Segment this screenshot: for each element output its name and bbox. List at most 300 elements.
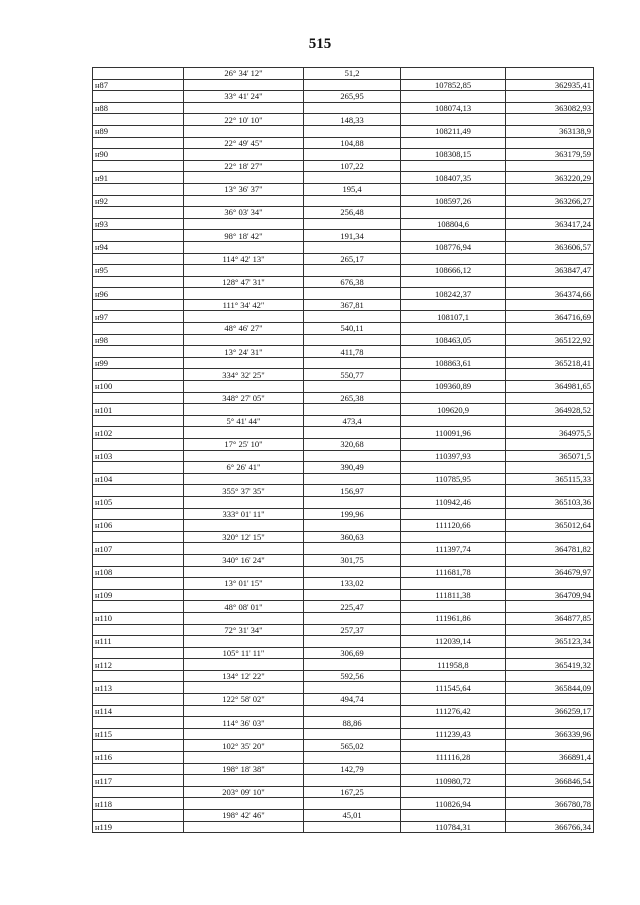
x-coordinate-cell: 108597,26	[401, 195, 506, 207]
distance-cell	[304, 149, 401, 161]
direction-angle-cell: 334° 32' 25"	[184, 369, 304, 381]
direction-angle-cell	[184, 288, 304, 300]
distance-cell: 301,75	[304, 554, 401, 566]
x-coordinate-cell	[401, 578, 506, 590]
x-coordinate-cell	[401, 740, 506, 752]
distance-cell	[304, 241, 401, 253]
x-coordinate-cell: 111545,64	[401, 682, 506, 694]
point-name-cell	[93, 670, 184, 682]
distance-cell	[304, 543, 401, 555]
x-coordinate-cell: 110091,96	[401, 427, 506, 439]
direction-angle-cell: 22° 10' 10"	[184, 114, 304, 126]
x-coordinate-cell: 108242,37	[401, 288, 506, 300]
point-name-cell: н104	[93, 473, 184, 485]
point-row	[93, 705, 594, 717]
direction-angle-cell: 105° 11' 11"	[184, 647, 304, 659]
direction-angle-cell: 114° 36' 03"	[184, 717, 304, 729]
direction-angle-cell	[184, 265, 304, 277]
x-coordinate-cell: 108804,6	[401, 218, 506, 230]
x-coordinate-cell	[401, 462, 506, 474]
segment-row	[93, 740, 594, 752]
distance-cell	[304, 288, 401, 300]
direction-angle-cell: 128° 47' 31"	[184, 276, 304, 288]
point-name-cell: н112	[93, 659, 184, 671]
point-name-cell	[93, 253, 184, 265]
x-coordinate-cell	[401, 508, 506, 520]
point-name-cell	[93, 230, 184, 242]
direction-angle-cell: 122° 58' 02"	[184, 694, 304, 706]
y-coordinate-cell: 365122,92	[506, 334, 594, 346]
segment-row	[93, 183, 594, 195]
direction-angle-cell: 98° 18' 42"	[184, 230, 304, 242]
point-name-cell: н113	[93, 682, 184, 694]
x-coordinate-cell	[401, 369, 506, 381]
direction-angle-cell: 33° 41' 24"	[184, 91, 304, 103]
x-coordinate-cell: 110826,94	[401, 798, 506, 810]
y-coordinate-cell: 366766,34	[506, 821, 594, 833]
point-row	[93, 288, 594, 300]
point-row	[93, 752, 594, 764]
direction-angle-cell	[184, 612, 304, 624]
distance-cell	[304, 473, 401, 485]
distance-cell: 195,4	[304, 183, 401, 195]
segment-row	[93, 670, 594, 682]
distance-cell: 592,56	[304, 670, 401, 682]
coordinates-table	[92, 67, 594, 833]
direction-angle-cell: 198° 18' 38"	[184, 763, 304, 775]
distance-cell: 156,97	[304, 485, 401, 497]
direction-angle-cell	[184, 381, 304, 393]
point-row	[93, 636, 594, 648]
x-coordinate-cell: 110397,93	[401, 450, 506, 462]
point-row	[93, 775, 594, 787]
y-coordinate-cell	[506, 299, 594, 311]
distance-cell: 265,38	[304, 392, 401, 404]
point-row	[93, 195, 594, 207]
point-name-cell: н103	[93, 450, 184, 462]
point-name-cell	[93, 114, 184, 126]
distance-cell: 107,22	[304, 160, 401, 172]
distance-cell	[304, 79, 401, 91]
segment-row	[93, 299, 594, 311]
y-coordinate-cell: 364709,94	[506, 589, 594, 601]
point-name-cell	[93, 299, 184, 311]
point-name-cell	[93, 763, 184, 775]
segment-row	[93, 160, 594, 172]
y-coordinate-cell: 366846,54	[506, 775, 594, 787]
y-coordinate-cell: 365012,64	[506, 520, 594, 532]
direction-angle-cell: 355° 37' 35"	[184, 485, 304, 497]
direction-angle-cell: 102° 35' 20"	[184, 740, 304, 752]
y-coordinate-cell	[506, 462, 594, 474]
y-coordinate-cell	[506, 670, 594, 682]
point-name-cell	[93, 578, 184, 590]
point-row	[93, 496, 594, 508]
x-coordinate-cell	[401, 624, 506, 636]
point-name-cell: н101	[93, 404, 184, 416]
y-coordinate-cell	[506, 392, 594, 404]
segment-row	[93, 323, 594, 335]
distance-cell: 265,17	[304, 253, 401, 265]
direction-angle-cell: 36° 03' 34"	[184, 207, 304, 219]
distance-cell: 494,74	[304, 694, 401, 706]
y-coordinate-cell: 364781,82	[506, 543, 594, 555]
y-coordinate-cell	[506, 531, 594, 543]
y-coordinate-cell	[506, 740, 594, 752]
point-name-cell	[93, 392, 184, 404]
point-name-cell: н119	[93, 821, 184, 833]
y-coordinate-cell: 363082,93	[506, 102, 594, 114]
point-row	[93, 79, 594, 91]
y-coordinate-cell	[506, 160, 594, 172]
point-name-cell: н93	[93, 218, 184, 230]
point-name-cell	[93, 647, 184, 659]
point-name-cell: н87	[93, 79, 184, 91]
x-coordinate-cell: 108463,05	[401, 334, 506, 346]
distance-cell: 191,34	[304, 230, 401, 242]
x-coordinate-cell: 108211,49	[401, 125, 506, 137]
direction-angle-cell: 17° 25' 10"	[184, 439, 304, 451]
point-name-cell	[93, 207, 184, 219]
direction-angle-cell	[184, 102, 304, 114]
distance-cell	[304, 752, 401, 764]
direction-angle-cell	[184, 404, 304, 416]
segment-row	[93, 392, 594, 404]
x-coordinate-cell	[401, 253, 506, 265]
segment-row	[93, 114, 594, 126]
distance-cell	[304, 566, 401, 578]
point-row	[93, 659, 594, 671]
segment-row	[93, 786, 594, 798]
y-coordinate-cell: 363220,29	[506, 172, 594, 184]
x-coordinate-cell: 109620,9	[401, 404, 506, 416]
point-row	[93, 520, 594, 532]
direction-angle-cell	[184, 798, 304, 810]
x-coordinate-cell	[401, 786, 506, 798]
y-coordinate-cell: 364679,97	[506, 566, 594, 578]
point-name-cell	[93, 323, 184, 335]
x-coordinate-cell: 111397,74	[401, 543, 506, 555]
x-coordinate-cell: 111681,78	[401, 566, 506, 578]
y-coordinate-cell	[506, 253, 594, 265]
distance-cell: 473,4	[304, 415, 401, 427]
segment-row	[93, 601, 594, 613]
distance-cell	[304, 775, 401, 787]
point-row	[93, 218, 594, 230]
direction-angle-cell: 333° 01' 11"	[184, 508, 304, 520]
direction-angle-cell: 22° 18' 27"	[184, 160, 304, 172]
distance-cell: 51,2	[304, 68, 401, 80]
direction-angle-cell	[184, 659, 304, 671]
distance-cell: 225,47	[304, 601, 401, 613]
point-name-cell: н90	[93, 149, 184, 161]
x-coordinate-cell	[401, 763, 506, 775]
distance-cell: 257,37	[304, 624, 401, 636]
distance-cell	[304, 125, 401, 137]
direction-angle-cell: 26° 34' 12"	[184, 68, 304, 80]
direction-angle-cell	[184, 357, 304, 369]
distance-cell: 142,79	[304, 763, 401, 775]
segment-row	[93, 369, 594, 381]
direction-angle-cell	[184, 728, 304, 740]
point-name-cell	[93, 786, 184, 798]
distance-cell	[304, 265, 401, 277]
y-coordinate-cell: 365123,34	[506, 636, 594, 648]
x-coordinate-cell	[401, 485, 506, 497]
distance-cell: 148,33	[304, 114, 401, 126]
distance-cell	[304, 450, 401, 462]
point-row	[93, 682, 594, 694]
point-row	[93, 612, 594, 624]
point-row	[93, 102, 594, 114]
direction-angle-cell	[184, 543, 304, 555]
x-coordinate-cell	[401, 439, 506, 451]
x-coordinate-cell	[401, 299, 506, 311]
point-name-cell: н96	[93, 288, 184, 300]
point-name-cell: н114	[93, 705, 184, 717]
direction-angle-cell: 320° 12' 15"	[184, 531, 304, 543]
x-coordinate-cell	[401, 137, 506, 149]
y-coordinate-cell: 363417,24	[506, 218, 594, 230]
point-name-cell: н95	[93, 265, 184, 277]
y-coordinate-cell	[506, 230, 594, 242]
y-coordinate-cell	[506, 346, 594, 358]
x-coordinate-cell	[401, 415, 506, 427]
direction-angle-cell: 22° 49' 45"	[184, 137, 304, 149]
point-row	[93, 125, 594, 137]
point-name-cell	[93, 554, 184, 566]
point-name-cell	[93, 137, 184, 149]
point-name-cell: н102	[93, 427, 184, 439]
segment-row	[93, 531, 594, 543]
segment-row	[93, 624, 594, 636]
distance-cell	[304, 589, 401, 601]
segment-row	[93, 415, 594, 427]
distance-cell	[304, 195, 401, 207]
direction-angle-cell	[184, 496, 304, 508]
x-coordinate-cell	[401, 717, 506, 729]
point-name-cell	[93, 740, 184, 752]
direction-angle-cell	[184, 450, 304, 462]
point-row	[93, 381, 594, 393]
point-row	[93, 241, 594, 253]
distance-cell	[304, 172, 401, 184]
direction-angle-cell: 48° 08' 01"	[184, 601, 304, 613]
distance-cell: 167,25	[304, 786, 401, 798]
direction-angle-cell	[184, 172, 304, 184]
distance-cell	[304, 520, 401, 532]
segment-row	[93, 694, 594, 706]
point-row	[93, 543, 594, 555]
y-coordinate-cell	[506, 554, 594, 566]
distance-cell	[304, 821, 401, 833]
point-name-cell	[93, 810, 184, 822]
x-coordinate-cell	[401, 183, 506, 195]
x-coordinate-cell	[401, 114, 506, 126]
point-row	[93, 821, 594, 833]
y-coordinate-cell	[506, 786, 594, 798]
segment-row	[93, 485, 594, 497]
segment-row	[93, 810, 594, 822]
x-coordinate-cell: 110785,95	[401, 473, 506, 485]
point-row	[93, 311, 594, 323]
segment-row	[93, 91, 594, 103]
segment-row	[93, 68, 594, 80]
point-name-cell: н99	[93, 357, 184, 369]
distance-cell	[304, 218, 401, 230]
x-coordinate-cell: 108863,61	[401, 357, 506, 369]
y-coordinate-cell: 363847,47	[506, 265, 594, 277]
point-name-cell: н98	[93, 334, 184, 346]
point-name-cell: н115	[93, 728, 184, 740]
x-coordinate-cell: 110942,46	[401, 496, 506, 508]
direction-angle-cell: 111° 34' 42"	[184, 299, 304, 311]
coordinates-table-body	[93, 68, 594, 833]
distance-cell	[304, 659, 401, 671]
y-coordinate-cell	[506, 183, 594, 195]
point-name-cell	[93, 91, 184, 103]
x-coordinate-cell: 111116,28	[401, 752, 506, 764]
point-name-cell	[93, 462, 184, 474]
x-coordinate-cell	[401, 531, 506, 543]
distance-cell: 265,95	[304, 91, 401, 103]
x-coordinate-cell	[401, 601, 506, 613]
y-coordinate-cell: 364716,69	[506, 311, 594, 323]
point-name-cell	[93, 68, 184, 80]
direction-angle-cell	[184, 705, 304, 717]
direction-angle-cell: 114° 42' 13"	[184, 253, 304, 265]
y-coordinate-cell	[506, 717, 594, 729]
segment-row	[93, 578, 594, 590]
x-coordinate-cell: 108074,13	[401, 102, 506, 114]
direction-angle-cell	[184, 682, 304, 694]
distance-cell: 367,81	[304, 299, 401, 311]
point-name-cell	[93, 717, 184, 729]
x-coordinate-cell: 111276,42	[401, 705, 506, 717]
segment-row	[93, 717, 594, 729]
point-name-cell: н105	[93, 496, 184, 508]
point-name-cell: н116	[93, 752, 184, 764]
distance-cell: 565,02	[304, 740, 401, 752]
y-coordinate-cell: 365115,33	[506, 473, 594, 485]
point-name-cell: н92	[93, 195, 184, 207]
y-coordinate-cell	[506, 91, 594, 103]
y-coordinate-cell: 363179,59	[506, 149, 594, 161]
distance-cell	[304, 612, 401, 624]
x-coordinate-cell	[401, 323, 506, 335]
x-coordinate-cell: 108776,94	[401, 241, 506, 253]
y-coordinate-cell: 366339,96	[506, 728, 594, 740]
y-coordinate-cell: 365844,09	[506, 682, 594, 694]
point-row	[93, 450, 594, 462]
y-coordinate-cell	[506, 810, 594, 822]
y-coordinate-cell	[506, 624, 594, 636]
point-name-cell: н94	[93, 241, 184, 253]
distance-cell: 360,63	[304, 531, 401, 543]
point-name-cell: н100	[93, 381, 184, 393]
y-coordinate-cell	[506, 694, 594, 706]
x-coordinate-cell	[401, 207, 506, 219]
segment-row	[93, 276, 594, 288]
y-coordinate-cell: 364975,5	[506, 427, 594, 439]
y-coordinate-cell: 363266,27	[506, 195, 594, 207]
point-row	[93, 798, 594, 810]
y-coordinate-cell: 365218,41	[506, 357, 594, 369]
x-coordinate-cell: 111811,38	[401, 589, 506, 601]
x-coordinate-cell: 108107,1	[401, 311, 506, 323]
point-row	[93, 566, 594, 578]
x-coordinate-cell: 111958,8	[401, 659, 506, 671]
direction-angle-cell: 5° 41' 44"	[184, 415, 304, 427]
point-row	[93, 172, 594, 184]
x-coordinate-cell	[401, 670, 506, 682]
x-coordinate-cell	[401, 276, 506, 288]
direction-angle-cell	[184, 79, 304, 91]
x-coordinate-cell	[401, 392, 506, 404]
y-coordinate-cell	[506, 68, 594, 80]
x-coordinate-cell	[401, 810, 506, 822]
point-name-cell: н97	[93, 311, 184, 323]
direction-angle-cell	[184, 775, 304, 787]
x-coordinate-cell: 111961,86	[401, 612, 506, 624]
direction-angle-cell	[184, 125, 304, 137]
x-coordinate-cell	[401, 160, 506, 172]
distance-cell: 306,69	[304, 647, 401, 659]
x-coordinate-cell: 108308,15	[401, 149, 506, 161]
y-coordinate-cell	[506, 601, 594, 613]
y-coordinate-cell	[506, 508, 594, 520]
x-coordinate-cell: 107852,85	[401, 79, 506, 91]
direction-angle-cell	[184, 520, 304, 532]
y-coordinate-cell: 362935,41	[506, 79, 594, 91]
y-coordinate-cell	[506, 763, 594, 775]
point-name-cell	[93, 531, 184, 543]
point-name-cell	[93, 369, 184, 381]
segment-row	[93, 207, 594, 219]
point-name-cell	[93, 346, 184, 358]
point-name-cell	[93, 276, 184, 288]
direction-angle-cell: 348° 27' 05"	[184, 392, 304, 404]
segment-row	[93, 346, 594, 358]
x-coordinate-cell: 108407,35	[401, 172, 506, 184]
x-coordinate-cell: 111239,43	[401, 728, 506, 740]
y-coordinate-cell	[506, 647, 594, 659]
x-coordinate-cell	[401, 91, 506, 103]
distance-cell	[304, 728, 401, 740]
y-coordinate-cell: 366780,78	[506, 798, 594, 810]
x-coordinate-cell	[401, 554, 506, 566]
point-name-cell	[93, 694, 184, 706]
y-coordinate-cell: 363606,57	[506, 241, 594, 253]
distance-cell: 88,86	[304, 717, 401, 729]
direction-angle-cell: 134° 12' 22"	[184, 670, 304, 682]
distance-cell	[304, 334, 401, 346]
y-coordinate-cell	[506, 276, 594, 288]
distance-cell: 133,02	[304, 578, 401, 590]
direction-angle-cell: 340° 16' 24"	[184, 554, 304, 566]
direction-angle-cell	[184, 636, 304, 648]
segment-row	[93, 554, 594, 566]
point-row	[93, 473, 594, 485]
point-name-cell: н110	[93, 612, 184, 624]
direction-angle-cell	[184, 195, 304, 207]
y-coordinate-cell: 364374,66	[506, 288, 594, 300]
y-coordinate-cell	[506, 114, 594, 126]
segment-row	[93, 462, 594, 474]
y-coordinate-cell: 365419,32	[506, 659, 594, 671]
segment-row	[93, 230, 594, 242]
y-coordinate-cell: 364877,85	[506, 612, 594, 624]
